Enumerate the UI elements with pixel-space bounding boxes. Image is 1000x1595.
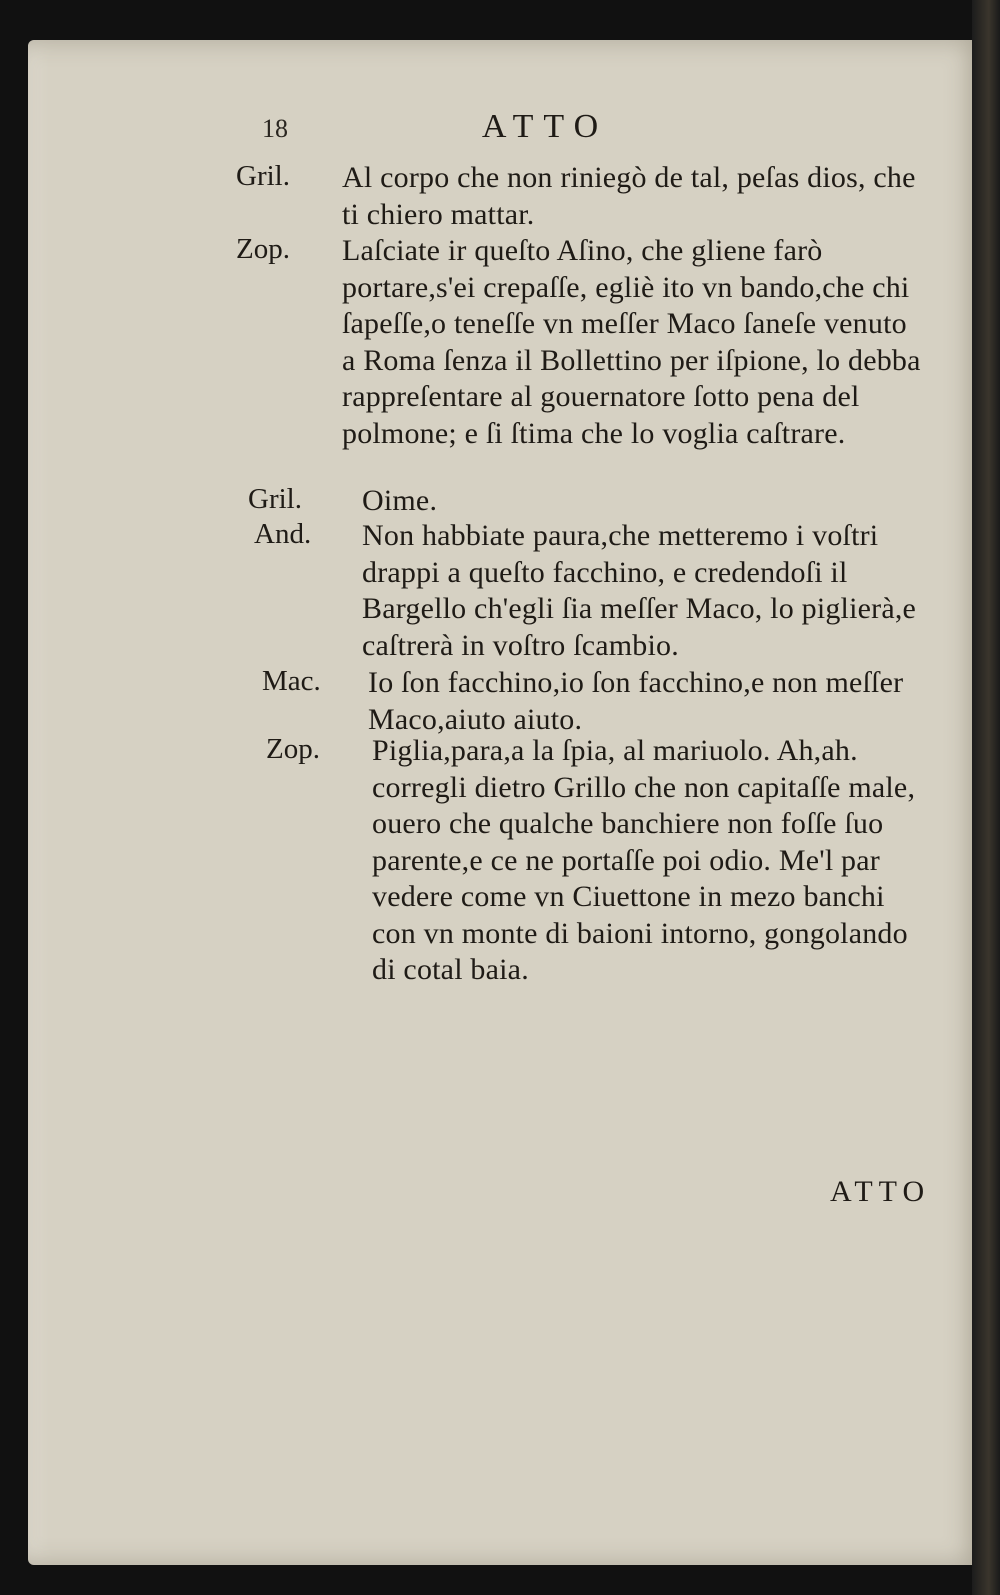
catchword: ATTO [830, 1175, 931, 1208]
speaker-label: Mac. [262, 665, 321, 697]
speech-text: Piglia,para,a la ſpia, al mariuolo. Ah,ah. corregli dietro Grillo che non capitaſſe male, ouero che qualche banchiere non foſſe ſuo parente,e ce ne portaſſe poi odio. Me'l par vedere come vn Ciuettone in mezo banchi con vn monte di baioni intorno, gongolando di cotal baia. [372, 734, 916, 986]
speech-text: Al corpo che non riniegò de tal, peſas dios, che ti chiero mattar. [342, 161, 916, 231]
speaker-label: And. [254, 518, 312, 550]
speaker-label: Gril. [236, 160, 290, 192]
speech-text: Non habbiate paura,che metteremo i voſtri drappi a queſto facchino, e credendoſi il Bargello ch'egli ſia meſſer Maco, lo piglierà,e caſtrerà in voſtro ſcambio. [362, 519, 917, 662]
speaker-label: Zop. [236, 233, 290, 265]
speaker-label: Gril. [248, 483, 302, 515]
running-head: ATTO [481, 108, 609, 145]
speech-text: Oime. [362, 484, 438, 517]
book-spine [972, 0, 1000, 1595]
speech-text: Io ſon facchino,io ſon facchino,e non meſſer Maco,aiuto aiuto. [368, 666, 904, 736]
speech-text: Laſciate ir queſto Aſino, che gliene farò portare,s'ei crepaſſe, egliè ito vn bando,che chi ſapeſſe,o teneſſe vn meſſer Maco ſaneſe venuto a Roma ſenza il Bollettino per iſpione, lo debba rappreſentare al gouernatore ſotto pena del polmone; e ſi ſtima che lo voglia caſtrare. [342, 234, 921, 450]
page-number: 18 [262, 114, 288, 143]
speaker-label: Zop. [266, 733, 320, 765]
